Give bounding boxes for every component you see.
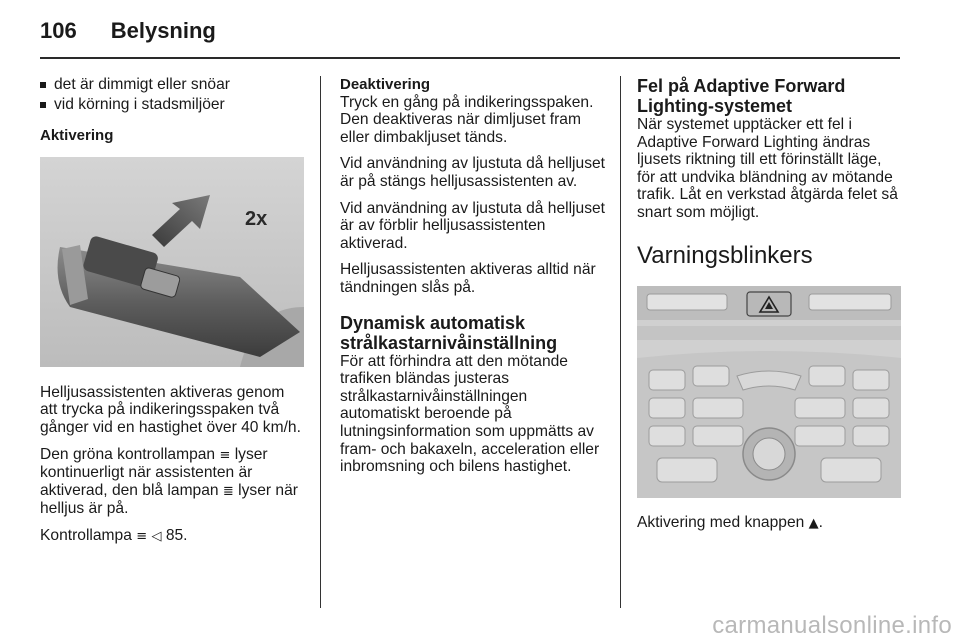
indicator-stalk-illustration	[40, 157, 304, 367]
bullet-square-icon	[40, 102, 46, 108]
figure-label-2x: 2x	[245, 207, 268, 230]
list-item: det är dimmigt eller snöar	[40, 76, 304, 94]
green-lamp-paragraph: Den gröna kontrollampan ≡ lyser kontinuerligt när assistenten är aktiverad, den blå lampan ≣ lyser när helljus är på.	[40, 445, 298, 518]
high-beam-assist-green-icon: ≡	[219, 447, 231, 463]
column-divider	[320, 76, 321, 608]
column-divider	[620, 76, 621, 608]
list-item: vid körning i stadsmiljöer	[40, 96, 304, 114]
page-number: 106	[40, 18, 77, 43]
lamp-reference-paragraph: Kontrollampa ≡ ◁ 85.	[40, 526, 188, 544]
deactivation-text: Tryck en gång på indikeringsspaken. Den deaktiveras när dimljuset fram eller dimbakljuset tänds.	[340, 93, 594, 146]
center-console-illustration	[637, 286, 901, 498]
high-beam-blue-icon: ≣	[222, 483, 234, 499]
high-beam-assist-icon: ≡	[136, 528, 148, 544]
flash-on-text: Vid användning av ljustuta då helljuset är på stängs helljusassistenten av.	[340, 155, 605, 190]
watermark: carmanualsonline.info	[712, 612, 952, 639]
header-rule	[40, 57, 900, 59]
section-heading-afl-fault: Fel på Adaptive Forward Lighting-systemet	[637, 76, 846, 116]
activation-label: Aktivering	[40, 127, 114, 145]
section-heading-headlamp-levelling: Dynamisk automatisk strålkastarnivåinställning	[340, 312, 558, 353]
deactivation-label: Deaktivering	[340, 76, 431, 93]
page-header	[40, 18, 216, 48]
ignition-text: Helljusassistenten aktiveras alltid när tändningen slås på.	[340, 261, 596, 296]
column-3	[637, 76, 903, 541]
stalk-figure	[40, 157, 304, 367]
activation-description: Helljusassistenten aktiveras genom att trycka på indikeringsspaken två gånger vid en hastighet över 40 km/h.	[40, 383, 301, 436]
hazard-figure	[637, 286, 901, 498]
page-title: Belysning	[110, 18, 216, 43]
page-reference-arrow-icon: ◁	[151, 528, 162, 544]
column-2	[340, 76, 606, 485]
flash-off-text: Vid användning av ljustuta då helljuset är av förblir helljusassistenten aktiverad.	[340, 199, 605, 252]
headlamp-levelling-text: För att förhindra att den mötande trafiken bländas justeras strålkastarnivåinställningen automatiskt beroende på lutningsinformation som uppmätts av fram- och bakaxeln, acceleration eller inbromsning och bilens hastighet.	[340, 352, 600, 476]
afl-fault-text: När systemet upptäcker ett fel i Adaptive Forward Lighting ändras ljusets riktning till ett förinställt läge, för att undvika bländning av mötande trafik. Låt en verkstad åtgärda felet så snart som möjligt.	[637, 116, 898, 221]
column-1	[40, 76, 304, 555]
hazard-caption: Aktivering med knappen ▲.	[637, 513, 823, 531]
bullet-square-icon	[40, 82, 46, 88]
hazard-warning-icon: ▲	[808, 515, 819, 531]
section-heading-hazard: Varningsblinkers	[637, 241, 813, 269]
